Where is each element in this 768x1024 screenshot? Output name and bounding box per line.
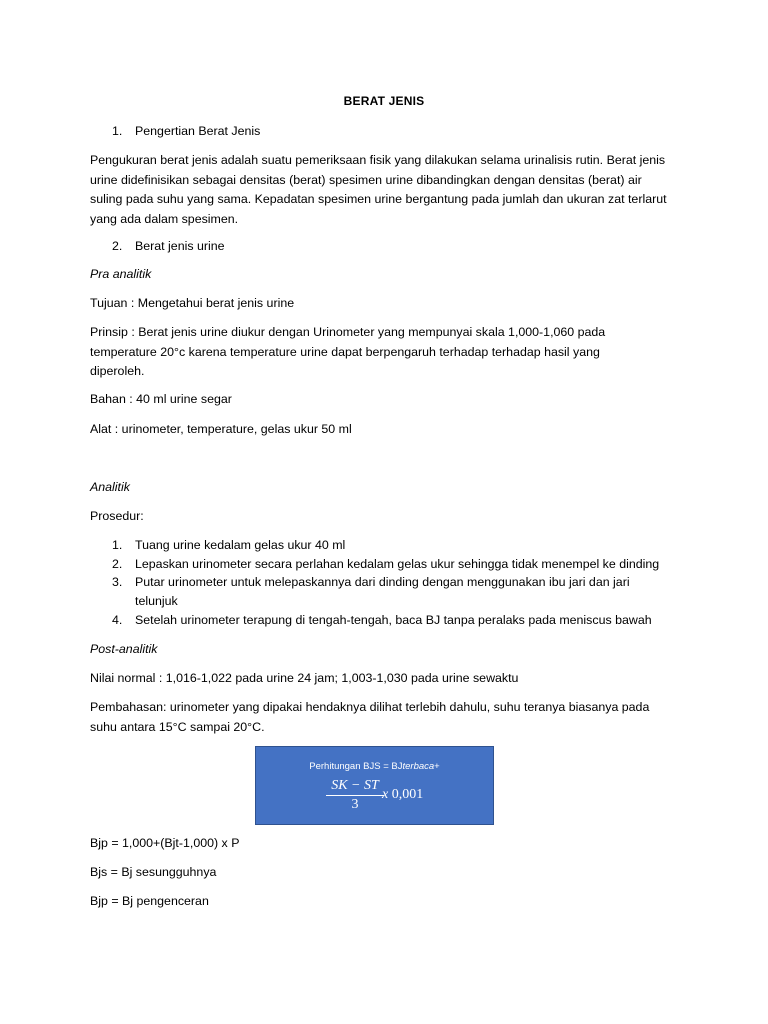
step-text: Setelah urinometer terapung di tengah-tengah, baca BJ tanpa peralaks pada meniscus bawah <box>135 613 652 627</box>
step-number: 3. <box>112 575 123 589</box>
bjp-definition-text: Bjp = Bj pengenceran <box>90 894 209 908</box>
step-number: 1. <box>112 538 123 552</box>
formula-multiplier <box>382 787 423 803</box>
formula-multiplier-value: 0,001 <box>388 787 424 802</box>
prinsip-paragraph <box>90 323 690 382</box>
step-number: 2. <box>112 557 123 571</box>
formula-caption <box>256 761 493 772</box>
formula-box <box>255 746 494 825</box>
step-text: Lepaskan urinometer secara perlahan kedalam gelas ukur sehingga tidak menempel ke dinding <box>135 557 660 571</box>
nilai-normal-text: Nilai normal : 1,016-1,022 pada urine 24 jam; 1,003-1,030 pada urine sewaktu <box>90 671 519 685</box>
pra-analitik-heading: Pra analitik <box>90 267 152 281</box>
formula-fraction <box>326 778 384 812</box>
pembahasan-line: suhu antara 15°C sampai 20°C. <box>90 719 265 734</box>
definition-line: yang ada dalam spesimen. <box>90 211 239 226</box>
section-1-heading: Pengertian Berat Jenis <box>135 124 261 138</box>
formula-denominator: 3 <box>351 797 359 812</box>
analitik-heading: Analitik <box>90 480 130 494</box>
prinsip-line: diperoleh. <box>90 364 145 378</box>
formula-caption-suffix: + <box>434 761 440 772</box>
section-2-heading: Berat jenis urine <box>135 239 225 253</box>
formula-numerator: SK − ST <box>331 778 379 793</box>
pembahasan-line: Pembahasan: urinometer yang dipakai hendaknya dilihat terlebih dahulu, suhu teranya biasanya pada <box>90 700 650 714</box>
section-2-number: 2. <box>112 239 123 253</box>
fraction-bar <box>326 795 384 796</box>
step-text-continued: telunjuk <box>135 594 178 608</box>
step-text: Putar urinometer untuk melepaskannya dari dinding dengan menggunakan ibu jari dan jari <box>135 575 630 589</box>
bjp-formula-text: Bjp = 1,000+(Bjt-1,000) x P <box>90 836 240 850</box>
alat-text: Alat : urinometer, temperature, gelas ukur 50 ml <box>90 422 352 436</box>
formula-multiplier-x: x <box>382 787 389 802</box>
step-text: Tuang urine kedalam gelas ukur 40 ml <box>135 538 346 552</box>
step-number: 4. <box>112 613 123 627</box>
tujuan-text: Tujuan : Mengetahui berat jenis urine <box>90 296 295 310</box>
formula-caption-prefix: Perhitungan BJS = BJ <box>309 761 403 772</box>
definition-line: urine didefinisikan sebagai densitas (berat) spesimen urine dibandingkan dengan densitas (berat) air <box>90 172 642 187</box>
document-title: BERAT JENIS <box>343 94 425 108</box>
definition-line: Pengukuran berat jenis adalah suatu pemeriksaan fisik yang dilakukan selama urinalisis rutin. Berat jenis <box>90 153 666 167</box>
prinsip-line: Prinsip : Berat jenis urine diukur dengan Urinometer yang mempunyai skala 1,000-1,060 pada <box>90 325 606 339</box>
post-analitik-heading: Post-analitik <box>90 642 158 656</box>
prosedur-label: Prosedur: <box>90 509 144 523</box>
prinsip-line: temperature 20°c karena temperature urine dapat berpengaruh terhadap terhadap hasil yang <box>90 344 600 359</box>
bjs-definition-text: Bjs = Bj sesungguhnya <box>90 865 217 879</box>
pembahasan-paragraph <box>90 698 690 737</box>
definition-line: suling pada suhu yang sama. Kepadatan spesimen urine bergantung pada jumlah dan ukuran zat terlarut <box>90 192 667 206</box>
bahan-text: Bahan : 40 ml urine segar <box>90 392 232 406</box>
section-1-number: 1. <box>112 124 123 138</box>
definition-paragraph <box>90 151 690 229</box>
formula-caption-italic: terbaca <box>402 761 435 772</box>
